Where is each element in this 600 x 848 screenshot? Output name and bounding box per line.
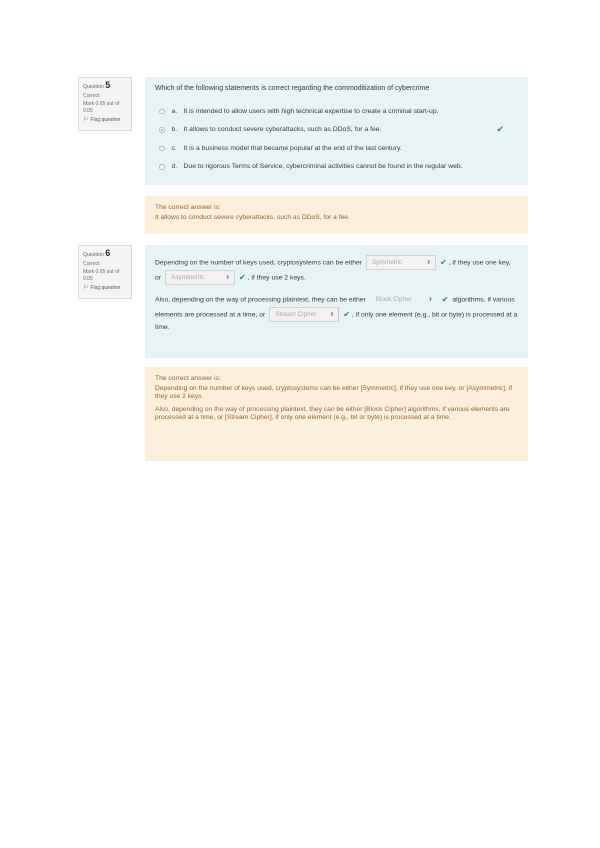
radio-button-selected[interactable] [159, 127, 165, 133]
flag-label: Flag question [90, 285, 121, 291]
cryptosystem-type-select-2[interactable] [165, 270, 235, 285]
select-caret-icon: ⬍ [426, 260, 431, 266]
question-info-5 [78, 77, 132, 131]
answer-option-a[interactable] [155, 102, 518, 121]
question-5-formulation [145, 77, 528, 185]
option-text: It is a business model that became popular at the end of the last century. [183, 144, 402, 152]
flag-icon: ⚐ [83, 117, 89, 123]
select-value: Block Cipher [375, 296, 412, 303]
question-text: , if they use one key, or [155, 259, 511, 282]
question-paragraph-1 [155, 255, 518, 285]
radio-button[interactable] [159, 164, 165, 170]
question-text: Depending on the number of keys used, cryptosystems can be either [155, 259, 363, 267]
question-mark: Mark 0.05 out of 0.05 [83, 269, 120, 282]
question-info-6 [78, 245, 132, 299]
option-letter: b. [171, 126, 178, 134]
question-number-value: 6 [105, 248, 111, 258]
question-number-value: 5 [105, 80, 111, 90]
question-state: Correct [83, 260, 100, 267]
select-value: Stream Cipher [275, 311, 317, 318]
feedback-title: The correct answer is: [155, 204, 221, 211]
option-text: Due to rigorous Terms of Service, cybercriminal activities cannot be found in the regular web. [183, 163, 463, 171]
flag-label: Flag question [90, 117, 121, 123]
feedback-paragraph-1: Depending on the number of keys used, cryptosystems can be either [Symmetric], if they use one key, or [Asymmetric], if they use 2 keys. [155, 384, 513, 401]
question-text: algorithms, if various elements are processed at a time, or [155, 296, 515, 319]
correct-check-icon: ✔ [441, 295, 449, 304]
flag-question-link[interactable] [83, 285, 128, 292]
question-text: Which of the following statements is correct regarding the commoditization of cybercrime [155, 85, 430, 92]
question-text: , if they use 2 keys. [247, 274, 306, 282]
question-5-feedback [145, 196, 528, 234]
question-6-formulation [145, 245, 528, 358]
flag-question-link[interactable] [83, 117, 128, 124]
select-value: Asymmetric [170, 274, 205, 281]
select-caret-icon: ⬍ [428, 297, 433, 303]
option-text: It is intended to allow users with high technical expertise to create a criminal start-up. [183, 107, 439, 115]
radio-button[interactable] [159, 109, 165, 115]
answer-option-b[interactable] [155, 121, 518, 140]
feedback-paragraph-2: Also, depending on the way of processing plaintext, they can be either [Block Cipher] algorithms, if various elements are processed at a time, or [Stream Cipher], if only one element (e.g., bit or byte) is processed at a time. [155, 405, 510, 422]
question-state: Correct [83, 92, 100, 99]
question-mark: Mark 0.05 out of 0.05 [83, 101, 120, 114]
flag-icon: ⚐ [83, 285, 89, 291]
question-6-feedback [145, 367, 528, 461]
radio-button[interactable] [159, 146, 165, 152]
correct-check-icon: ✔ [439, 258, 447, 267]
option-letter: d. [171, 163, 178, 171]
answer-option-c[interactable] [155, 139, 518, 158]
processing-type-select-1[interactable] [370, 292, 438, 307]
cryptosystem-type-select-1[interactable] [366, 255, 436, 270]
question-text: , if only one element (e.g., bit or byte) is processed at a time. [155, 311, 518, 331]
question-label: Question [83, 84, 104, 90]
feedback-answer: It allows to conduct severe cyberattacks, such as DDoS, for a fee. [155, 213, 350, 221]
question-paragraph-2 [155, 292, 518, 333]
question-text: Also, depending on the way of processing plaintext, they can be either [155, 296, 366, 304]
select-caret-icon: ⬍ [329, 312, 335, 318]
option-text: It allows to conduct severe cyberattacks, such as DDoS, for a fee. [183, 126, 382, 134]
question-number [83, 250, 128, 259]
correct-check-icon: ✔ [496, 124, 504, 135]
processing-type-select-2[interactable] [269, 307, 339, 322]
option-letter: c. [171, 144, 177, 152]
correct-check-icon: ✔ [238, 273, 246, 282]
answer-options [155, 102, 518, 176]
question-number [83, 82, 128, 91]
answer-option-d[interactable] [155, 158, 518, 177]
select-caret-icon: ⬍ [225, 275, 230, 281]
correct-check-icon: ✔ [343, 310, 350, 319]
select-value: Symmetric [371, 259, 403, 266]
question-label: Question [83, 252, 104, 258]
feedback-title: The correct answer is: [155, 375, 221, 382]
option-letter: a. [171, 107, 178, 115]
